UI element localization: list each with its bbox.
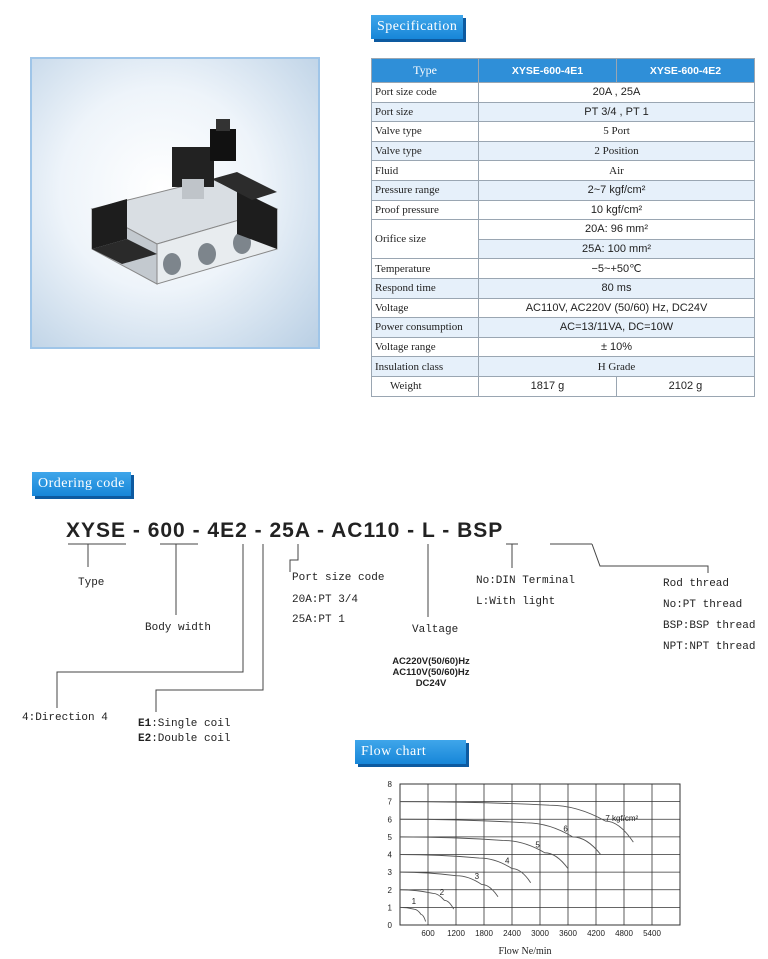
rod-thread-title: Rod thread (663, 578, 730, 590)
x-tick-label: 3000 (531, 929, 549, 938)
body-width-label: Body width (145, 622, 212, 634)
row-label: Proof pressure (372, 200, 479, 220)
x-tick-label: 3600 (559, 929, 577, 938)
x-tick-label: 1800 (475, 929, 493, 938)
row-value: 20A , 25A (479, 83, 755, 103)
row-label: Respond time (372, 278, 479, 298)
coil-e2-code: E2 (138, 733, 152, 745)
row-value: PT 3/4 , PT 1 (479, 102, 755, 122)
code-part-coil: E2 (220, 519, 248, 542)
row-value: 80 ms (479, 278, 755, 298)
row-value: 2 Position (479, 141, 755, 161)
y-tick-label: 2 (387, 885, 392, 895)
y-tick-label: 5 (387, 832, 392, 842)
rod-thread-bsp: BSP:BSP thread (663, 620, 756, 632)
x-tick-label: 4200 (587, 929, 605, 938)
row-label: Port size (372, 102, 479, 122)
code-part-direction: 4 (207, 519, 221, 542)
type-label: Type (78, 577, 105, 589)
y-tick-label: 7 (387, 797, 392, 807)
code-part-port: 25A (269, 519, 311, 542)
curve-label: 1 (411, 896, 417, 906)
voltage-options (386, 656, 476, 689)
model-header-e1: XYSE-600-4E1 (479, 59, 617, 83)
x-tick-label: 1200 (447, 929, 465, 938)
voltage-dc24: DC24V (415, 678, 447, 689)
code-part-terminal: L (422, 519, 436, 542)
coil-e2 (138, 733, 230, 745)
x-tick-label: 5400 (643, 929, 661, 938)
weight-e1: 1817 g (479, 376, 617, 396)
voltage-ac220: AC220V(50/60)Hz (392, 656, 470, 667)
row-label: Voltage range (372, 337, 479, 357)
flow-chart (360, 770, 700, 959)
coil-e2-text: :Double coil (151, 733, 231, 745)
code-part-voltage: AC110 (331, 519, 401, 542)
curve-label: 6 (563, 824, 568, 834)
row-label: Port size code (372, 83, 479, 103)
voltage-title: Valtage (412, 624, 459, 636)
row-value: 2~7 kgf/cm² (479, 180, 755, 200)
row-label: Voltage (372, 298, 479, 318)
row-label: Valve type (372, 141, 479, 161)
row-value: Air (479, 161, 755, 181)
voltage-ac110: AC110V(50/60)Hz (392, 667, 470, 678)
curve-label: 7 kgf/cm² (605, 814, 639, 824)
row-value: AC110V, AC220V (50/60) Hz, DC24V (479, 298, 755, 318)
specification-header: Specification (371, 15, 463, 39)
row-label: Pressure range (372, 180, 479, 200)
rod-thread-npt: NPT:NPT thread (663, 641, 756, 653)
row-value: 25A: 100 mm² (479, 239, 755, 259)
curve-label: 2 (439, 888, 445, 898)
row-value: 5 Port (479, 122, 755, 142)
row-value: ± 10% (479, 337, 755, 357)
ordering-code-header: Ordering code (32, 472, 131, 496)
row-label: Temperature (372, 259, 479, 279)
port-size-25a: 25A:PT 1 (292, 614, 345, 626)
curve-label: 3 (474, 872, 480, 882)
y-tick-label: 4 (387, 850, 392, 860)
terminal-light: L:With light (476, 596, 556, 608)
y-tick-label: 6 (387, 815, 392, 825)
coil-e1-code: E1 (138, 718, 152, 730)
code-part-series: XYSE (66, 519, 127, 542)
weight-label: Weight (372, 376, 479, 396)
row-label: Orifice size (372, 220, 479, 259)
row-value: H Grade (479, 357, 755, 377)
type-column-header: Type (372, 59, 479, 83)
port-size-code-title: Port size code (292, 572, 385, 584)
row-label: Fluid (372, 161, 479, 181)
code-part-body: 600 (147, 519, 186, 542)
code-part-thread: BSP (457, 519, 504, 542)
flow-chart-header: Flow chart (355, 740, 466, 764)
x-tick-label: 2400 (503, 929, 521, 938)
rod-thread-pt: No:PT thread (663, 599, 743, 611)
terminal-din: No:DIN Terminal (476, 575, 576, 587)
chart-x-axis-label: Flow Ne/min (498, 946, 552, 957)
row-value: 20A: 96 mm² (479, 220, 755, 240)
coil-e1-text: :Single coil (151, 718, 231, 730)
coil-e1 (138, 718, 230, 730)
model-header-e2: XYSE-600-4E2 (616, 59, 754, 83)
y-tick-label: 8 (387, 780, 392, 789)
x-tick-label: 4800 (615, 929, 633, 938)
direction-label: 4:Direction 4 (22, 712, 108, 724)
curve-label: 4 (505, 856, 510, 866)
row-value: 10 kgf/cm² (479, 200, 755, 220)
row-value: −5~+50℃ (479, 259, 755, 279)
x-tick-label: 600 (421, 929, 435, 938)
curve-label: 5 (535, 840, 540, 850)
weight-e2: 2102 g (616, 376, 754, 396)
ordering-code: XYSE - 600 - 4E2 - 25A - AC110 - L - BSP (66, 519, 504, 542)
row-value: AC=13/11VA, DC=10W (479, 318, 755, 338)
port-size-20a: 20A:PT 3/4 (292, 594, 359, 606)
y-tick-label: 0 (387, 921, 392, 930)
row-label: Power consumption (372, 318, 479, 338)
row-label: Insulation class (372, 357, 479, 377)
y-tick-label: 3 (387, 868, 392, 878)
row-label: Valve type (372, 122, 479, 142)
y-tick-label: 1 (387, 903, 392, 913)
